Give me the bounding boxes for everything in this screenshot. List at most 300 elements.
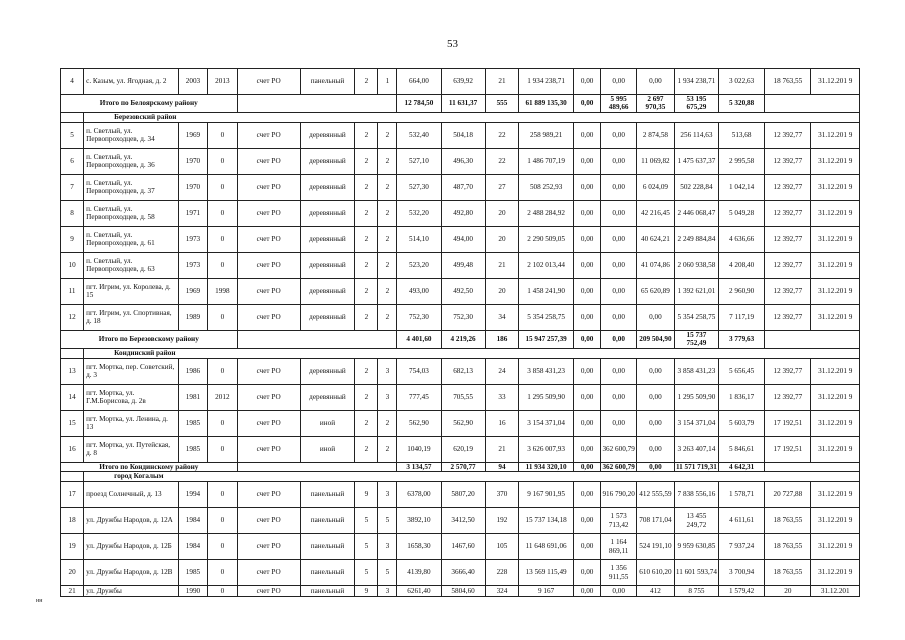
empty-cell xyxy=(765,330,860,348)
residents: 324 xyxy=(485,586,519,597)
living-area: 504,18 xyxy=(441,122,485,148)
year-built: 1990 xyxy=(178,586,207,597)
regional-funds: 0,00 xyxy=(601,174,637,200)
local-funds: 0,00 xyxy=(637,384,675,410)
subtotal-c5: 15 737 752,49 xyxy=(674,330,718,348)
owner-funds: 7 838 556,16 xyxy=(674,482,718,508)
row-number: 16 xyxy=(61,436,84,462)
address: ул. Дружбы Народов, д. 12В xyxy=(84,560,179,586)
total-cost: 11 648 691,06 xyxy=(519,534,574,560)
wall-material: панельный xyxy=(300,69,355,95)
total-area: 777,45 xyxy=(397,384,441,410)
residents: 21 xyxy=(485,69,519,95)
table-row xyxy=(61,436,860,462)
subtotal-c6: 5 320,88 xyxy=(718,95,764,113)
year-built: 1984 xyxy=(178,508,207,534)
floors: 5 xyxy=(355,534,378,560)
residents: 228 xyxy=(485,560,519,586)
entrances: 3 xyxy=(378,534,397,560)
fund-method: счет РО xyxy=(237,252,300,278)
living-area: 3412,50 xyxy=(441,508,485,534)
year-built: 1986 xyxy=(178,358,207,384)
year-built: 1985 xyxy=(178,410,207,436)
owner-funds: 8 755 xyxy=(674,586,718,597)
owner-funds: 256 114,63 xyxy=(674,122,718,148)
table-row xyxy=(61,508,860,534)
living-area: 752,30 xyxy=(441,304,485,330)
total-cost: 3 154 371,04 xyxy=(519,410,574,436)
empty-cell xyxy=(61,112,84,122)
owner-funds: 3 263 407,14 xyxy=(674,436,718,462)
residents: 20 xyxy=(485,226,519,252)
owner-funds: 13 455 249,72 xyxy=(674,508,718,534)
completion-date: 31.12.201 9 xyxy=(811,436,860,462)
living-area: 5804,60 xyxy=(441,586,485,597)
address: п. Светлый, ул. Первопроходцев, д. 58 xyxy=(84,200,179,226)
entrances: 3 xyxy=(378,384,397,410)
table-row xyxy=(61,122,860,148)
year-built: 2003 xyxy=(178,69,207,95)
row-number: 8 xyxy=(61,200,84,226)
residents: 105 xyxy=(485,534,519,560)
row-number: 13 xyxy=(61,358,84,384)
subtotal-a2: 4 219,26 xyxy=(441,330,485,348)
completion-date: 31.12.201 9 xyxy=(811,278,860,304)
local-funds: 708 171,04 xyxy=(637,508,675,534)
wall-material: деревянный xyxy=(300,252,355,278)
federal-funds: 0,00 xyxy=(573,586,600,597)
row-number: 7 xyxy=(61,174,84,200)
wall-material: деревянный xyxy=(300,278,355,304)
residents: 33 xyxy=(485,384,519,410)
total-cost: 2 102 013,44 xyxy=(519,252,574,278)
floors: 2 xyxy=(355,200,378,226)
federal-funds: 0,00 xyxy=(573,122,600,148)
entrances: 2 xyxy=(378,200,397,226)
table-row xyxy=(61,586,860,597)
owner-funds: 2 249 884,84 xyxy=(674,226,718,252)
wall-material: деревянный xyxy=(300,174,355,200)
year-built: 1981 xyxy=(178,384,207,410)
district-name: Кондинский район xyxy=(84,348,860,358)
wall-material: деревянный xyxy=(300,358,355,384)
completion-date: 31.12.201 xyxy=(811,586,860,597)
address: п. Светлый, ул. Первопроходцев, д. 34 xyxy=(84,122,179,148)
total-area: 532,40 xyxy=(397,122,441,148)
table-row xyxy=(61,148,860,174)
subtotal-a1: 12 784,50 xyxy=(397,95,441,113)
row-number: 4 xyxy=(61,69,84,95)
row-number: 17 xyxy=(61,482,84,508)
living-area: 3666,40 xyxy=(441,560,485,586)
table-body xyxy=(61,69,860,597)
year-overhaul: 0 xyxy=(208,358,237,384)
wall-material: деревянный xyxy=(300,304,355,330)
residents: 16 xyxy=(485,410,519,436)
footer-mark: нн xyxy=(36,598,43,604)
floors: 2 xyxy=(355,358,378,384)
local-funds: 2 874,58 xyxy=(637,122,675,148)
year-overhaul: 0 xyxy=(208,482,237,508)
entrances: 2 xyxy=(378,436,397,462)
empty-cell xyxy=(237,462,397,471)
completion-date: 31.12.201 9 xyxy=(811,358,860,384)
completion-date: 31.12.201 9 xyxy=(811,122,860,148)
cost-per-sqm: 3 022,63 xyxy=(718,69,764,95)
year-built: 1973 xyxy=(178,252,207,278)
local-funds: 40 624,21 xyxy=(637,226,675,252)
completion-date: 31.12.201 9 xyxy=(811,508,860,534)
regional-funds: 1 164 869,11 xyxy=(601,534,637,560)
subtotal-res: 94 xyxy=(485,462,519,471)
entrances: 2 xyxy=(378,122,397,148)
total-area: 664,00 xyxy=(397,69,441,95)
address: пгт. Мортка, ул. Ленина, д. 13 xyxy=(84,410,179,436)
wall-material: деревянный xyxy=(300,226,355,252)
wall-material: деревянный xyxy=(300,122,355,148)
total-cost: 508 252,93 xyxy=(519,174,574,200)
completion-date: 31.12.201 9 xyxy=(811,252,860,278)
table-row xyxy=(61,174,860,200)
year-overhaul: 0 xyxy=(208,304,237,330)
residents: 192 xyxy=(485,508,519,534)
federal-funds: 0,00 xyxy=(573,174,600,200)
row-number: 11 xyxy=(61,278,84,304)
year-built: 1969 xyxy=(178,122,207,148)
year-overhaul: 0 xyxy=(208,586,237,597)
federal-funds: 0,00 xyxy=(573,436,600,462)
owner-funds: 5 354 258,75 xyxy=(674,304,718,330)
empty-cell xyxy=(61,348,84,358)
living-area: 620,19 xyxy=(441,436,485,462)
federal-funds: 0,00 xyxy=(573,482,600,508)
residents: 21 xyxy=(485,252,519,278)
cost-per-sqm: 5 603,79 xyxy=(718,410,764,436)
district-name: Березовский район xyxy=(84,112,860,122)
total-area: 752,30 xyxy=(397,304,441,330)
floors: 2 xyxy=(355,410,378,436)
completion-date: 31.12.201 9 xyxy=(811,174,860,200)
regional-funds: 362 600,79 xyxy=(601,436,637,462)
year-overhaul: 0 xyxy=(208,122,237,148)
fund-method: счет РО xyxy=(237,358,300,384)
living-area: 562,90 xyxy=(441,410,485,436)
federal-funds: 0,00 xyxy=(573,534,600,560)
year-overhaul: 2013 xyxy=(208,69,237,95)
total-cost: 9 167 901,95 xyxy=(519,482,574,508)
year-built: 1973 xyxy=(178,226,207,252)
floors: 2 xyxy=(355,122,378,148)
completion-date: 31.12.201 9 xyxy=(811,226,860,252)
fund-method: счет РО xyxy=(237,304,300,330)
subtotal-c3: 0,00 xyxy=(601,330,637,348)
living-area: 492,80 xyxy=(441,200,485,226)
fund-method: счет РО xyxy=(237,384,300,410)
year-overhaul: 0 xyxy=(208,560,237,586)
total-area: 1040,19 xyxy=(397,436,441,462)
entrances: 5 xyxy=(378,508,397,534)
max-cost-per-sqm: 12 392,77 xyxy=(765,122,811,148)
district-header-row xyxy=(61,348,860,358)
max-cost-per-sqm: 12 392,77 xyxy=(765,278,811,304)
living-area: 487,70 xyxy=(441,174,485,200)
federal-funds: 0,00 xyxy=(573,252,600,278)
cost-per-sqm: 2 960,90 xyxy=(718,278,764,304)
subtotal-c1: 15 947 257,39 xyxy=(519,330,574,348)
completion-date: 31.12.201 9 xyxy=(811,410,860,436)
row-number: 14 xyxy=(61,384,84,410)
row-number: 19 xyxy=(61,534,84,560)
completion-date: 31.12.201 9 xyxy=(811,200,860,226)
max-cost-per-sqm: 20 727,88 xyxy=(765,482,811,508)
subtotal-row xyxy=(61,95,860,113)
total-area: 6378,00 xyxy=(397,482,441,508)
wall-material: иной xyxy=(300,436,355,462)
address: ул. Дружбы Народов, д. 12Б xyxy=(84,534,179,560)
max-cost-per-sqm: 12 392,77 xyxy=(765,226,811,252)
row-number: 10 xyxy=(61,252,84,278)
max-cost-per-sqm: 18 763,55 xyxy=(765,508,811,534)
floors: 2 xyxy=(355,174,378,200)
total-area: 6261,40 xyxy=(397,586,441,597)
table-row xyxy=(61,304,860,330)
total-cost: 2 290 509,05 xyxy=(519,226,574,252)
entrances: 1 xyxy=(378,69,397,95)
fund-method: счет РО xyxy=(237,482,300,508)
federal-funds: 0,00 xyxy=(573,560,600,586)
max-cost-per-sqm: 12 392,77 xyxy=(765,252,811,278)
owner-funds: 3 154 371,04 xyxy=(674,410,718,436)
federal-funds: 0,00 xyxy=(573,358,600,384)
floors: 2 xyxy=(355,304,378,330)
row-number: 15 xyxy=(61,410,84,436)
fund-method: счет РО xyxy=(237,508,300,534)
regional-funds: 0,00 xyxy=(601,384,637,410)
subtotal-a1: 3 134,57 xyxy=(397,462,441,471)
completion-date: 31.12.201 9 xyxy=(811,304,860,330)
wall-material: панельный xyxy=(300,482,355,508)
subtotal-c4: 2 697 970,35 xyxy=(637,95,675,113)
subtotal-c6: 3 779,63 xyxy=(718,330,764,348)
cost-per-sqm: 5 049,28 xyxy=(718,200,764,226)
regional-funds: 0,00 xyxy=(601,586,637,597)
total-cost: 3 626 007,93 xyxy=(519,436,574,462)
total-area: 523,20 xyxy=(397,252,441,278)
address: ул. Дружбы Народов, д. 12А xyxy=(84,508,179,534)
local-funds: 0,00 xyxy=(637,358,675,384)
wall-material: иной xyxy=(300,410,355,436)
living-area: 682,13 xyxy=(441,358,485,384)
year-built: 1994 xyxy=(178,482,207,508)
entrances: 2 xyxy=(378,174,397,200)
residents: 20 xyxy=(485,200,519,226)
max-cost-per-sqm: 18 763,55 xyxy=(765,69,811,95)
fund-method: счет РО xyxy=(237,278,300,304)
entrances: 3 xyxy=(378,482,397,508)
total-area: 754,03 xyxy=(397,358,441,384)
floors: 2 xyxy=(355,252,378,278)
year-overhaul: 0 xyxy=(208,410,237,436)
entrances: 2 xyxy=(378,252,397,278)
wall-material: панельный xyxy=(300,586,355,597)
local-funds: 412 xyxy=(637,586,675,597)
federal-funds: 0,00 xyxy=(573,278,600,304)
regional-funds: 0,00 xyxy=(601,304,637,330)
address: п. Светлый, ул. Первопроходцев, д. 36 xyxy=(84,148,179,174)
subtotal-c1: 61 889 135,30 xyxy=(519,95,574,113)
living-area: 499,48 xyxy=(441,252,485,278)
local-funds: 6 024,09 xyxy=(637,174,675,200)
regional-funds: 0,00 xyxy=(601,226,637,252)
subtotal-c3: 362 600,79 xyxy=(602,462,635,471)
residents: 34 xyxy=(485,304,519,330)
cost-per-sqm: 2 995,58 xyxy=(718,148,764,174)
total-area: 4139,80 xyxy=(397,560,441,586)
address: п. Светлый, ул. Первопроходцев, д. 61 xyxy=(84,226,179,252)
subtotal-res: 186 xyxy=(485,330,519,348)
subtotal-c2: 0,00 xyxy=(573,462,600,471)
owner-funds: 3 858 431,23 xyxy=(674,358,718,384)
max-cost-per-sqm: 12 392,77 xyxy=(765,200,811,226)
row-number: 6 xyxy=(61,148,84,174)
living-area: 705,55 xyxy=(441,384,485,410)
total-cost: 2 488 284,92 xyxy=(519,200,574,226)
regional-funds: 0,00 xyxy=(601,200,637,226)
local-funds: 524 191,10 xyxy=(637,534,675,560)
total-cost: 1 295 509,90 xyxy=(519,384,574,410)
living-area: 5807,20 xyxy=(441,482,485,508)
local-funds: 42 216,45 xyxy=(637,200,675,226)
row-number: 12 xyxy=(61,304,84,330)
floors: 9 xyxy=(355,586,378,597)
owner-funds: 1 295 509,90 xyxy=(674,384,718,410)
year-built: 1969 xyxy=(178,278,207,304)
floors: 5 xyxy=(355,508,378,534)
empty-cell xyxy=(237,330,397,348)
fund-method: счет РО xyxy=(237,410,300,436)
residents: 370 xyxy=(485,482,519,508)
local-funds: 0,00 xyxy=(637,410,675,436)
row-number: 9 xyxy=(61,226,84,252)
total-area: 527,10 xyxy=(397,148,441,174)
table-row xyxy=(61,534,860,560)
regional-funds: 0,00 xyxy=(601,278,637,304)
total-cost: 1 486 707,19 xyxy=(519,148,574,174)
cost-per-sqm: 4 611,61 xyxy=(718,508,764,534)
subtotal-label: Итого по Березовскому району xyxy=(61,330,238,348)
subtotal-c5: 11 571 719,31 xyxy=(675,462,717,471)
cost-per-sqm: 7 937,24 xyxy=(718,534,764,560)
max-cost-per-sqm: 12 392,77 xyxy=(765,148,811,174)
row-number: 5 xyxy=(61,122,84,148)
owner-funds: 1 934 238,71 xyxy=(674,69,718,95)
total-area: 493,00 xyxy=(397,278,441,304)
living-area: 639,92 xyxy=(441,69,485,95)
address: пгт. Мортка, ул. Г.М.Борисова, д. 2в xyxy=(84,384,179,410)
total-cost: 1 934 238,71 xyxy=(519,69,574,95)
fund-method: счет РО xyxy=(237,586,300,597)
max-cost-per-sqm: 18 763,55 xyxy=(765,534,811,560)
owner-funds: 502 228,84 xyxy=(674,174,718,200)
entrances: 2 xyxy=(378,278,397,304)
wall-material: панельный xyxy=(300,508,355,534)
row-number: 18 xyxy=(61,508,84,534)
district-header-row xyxy=(61,112,860,122)
subtotal-c6: 4 642,31 xyxy=(718,462,764,471)
entrances: 2 xyxy=(378,148,397,174)
fund-method: счет РО xyxy=(237,174,300,200)
regional-funds: 1 573 713,42 xyxy=(601,508,637,534)
year-overhaul: 2012 xyxy=(208,384,237,410)
cost-per-sqm: 4 636,66 xyxy=(718,226,764,252)
fund-method: счет РО xyxy=(237,436,300,462)
empty-cell xyxy=(61,472,84,482)
year-overhaul: 0 xyxy=(208,436,237,462)
cost-per-sqm: 1 579,42 xyxy=(718,586,764,597)
empty-cell xyxy=(237,95,397,113)
subtotal-c4: 0,00 xyxy=(637,462,675,471)
owner-funds: 1 475 637,37 xyxy=(674,148,718,174)
entrances: 3 xyxy=(378,358,397,384)
table-row xyxy=(61,410,860,436)
total-cost: 5 354 258,75 xyxy=(519,304,574,330)
subtotal-res: 555 xyxy=(485,95,519,113)
max-cost-per-sqm: 18 763,55 xyxy=(765,560,811,586)
year-overhaul: 0 xyxy=(208,226,237,252)
address: с. Казым, ул. Ягодная, д. 2 xyxy=(84,69,179,95)
row-number: 20 xyxy=(61,560,84,586)
fund-method: счет РО xyxy=(237,69,300,95)
fund-method: счет РО xyxy=(237,560,300,586)
regional-funds: 0,00 xyxy=(601,410,637,436)
completion-date: 31.12.201 9 xyxy=(811,534,860,560)
total-area: 1658,30 xyxy=(397,534,441,560)
subtotal-row xyxy=(61,462,860,471)
completion-date: 31.12.201 9 xyxy=(811,69,860,95)
fund-method: счет РО xyxy=(237,226,300,252)
year-overhaul: 0 xyxy=(208,508,237,534)
address: п. Светлый, ул. Первопроходцев, д. 63 xyxy=(84,252,179,278)
regional-funds: 0,00 xyxy=(601,358,637,384)
total-area: 532,20 xyxy=(397,200,441,226)
address: ул. Дружбы xyxy=(84,586,179,597)
table-row xyxy=(61,482,860,508)
owner-funds: 11 601 593,74 xyxy=(674,560,718,586)
wall-material: деревянный xyxy=(300,384,355,410)
subtotal-label: Итого по Кондинскому району xyxy=(61,462,238,471)
floors: 2 xyxy=(355,278,378,304)
federal-funds: 0,00 xyxy=(573,410,600,436)
completion-date: 31.12.201 9 xyxy=(811,560,860,586)
table-row xyxy=(61,358,860,384)
floors: 5 xyxy=(355,560,378,586)
regional-funds: 0,00 xyxy=(601,252,637,278)
max-cost-per-sqm: 12 392,77 xyxy=(765,174,811,200)
total-cost: 15 737 134,18 xyxy=(519,508,574,534)
year-built: 1970 xyxy=(178,148,207,174)
address: пгт. Игрим, ул. Королева, д. 15 xyxy=(84,278,179,304)
living-area: 494,00 xyxy=(441,226,485,252)
address: проезд Солнечный, д. 13 xyxy=(84,482,179,508)
fund-method: счет РО xyxy=(237,122,300,148)
floors: 2 xyxy=(355,226,378,252)
wall-material: деревянный xyxy=(300,148,355,174)
regional-funds: 916 790,20 xyxy=(601,482,637,508)
max-cost-per-sqm: 17 192,51 xyxy=(765,436,811,462)
year-built: 1984 xyxy=(178,534,207,560)
table-row xyxy=(61,69,860,95)
regional-funds: 1 356 911,55 xyxy=(601,560,637,586)
